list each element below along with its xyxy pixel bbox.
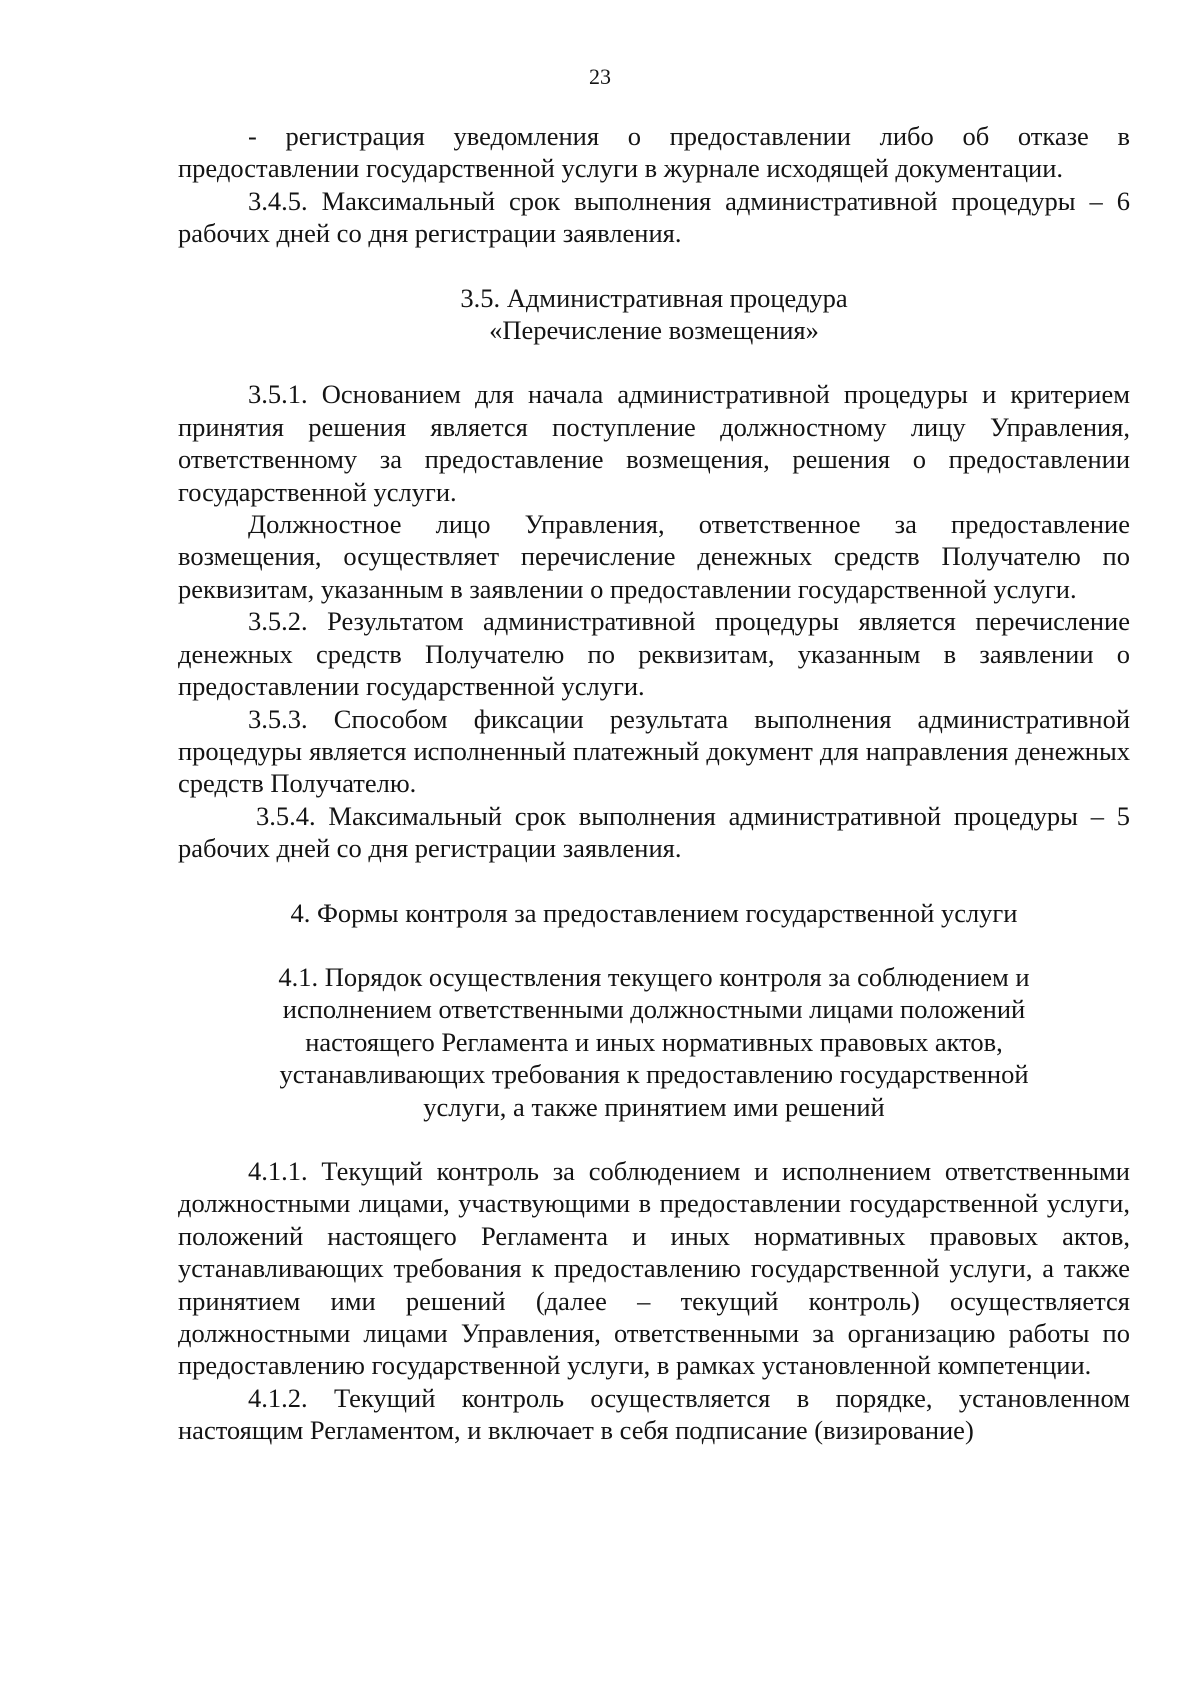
paragraph-4-1-1: 4.1.1. Текущий контроль за соблюдением и исполнением ответственными должностными лицами, участвующими в предоставлении государственной услуги, положений настоящего Регламента и иных нормативных правовых актов, устанавливающих требования к предоставлению государственной услуги, а также принятием ими решений (далее – текущий контроль) осуществляется должностными лицами Управления, ответственными за организацию работы по предоставлению государственной услуги, в рамках установленной компетенции. <box>178 1155 1130 1381</box>
paragraph-3-5-4: 3.5.4. Максимальный срок выполнения административной процедуры – 5 рабочих дней со дня регистрации заявления. <box>178 800 1130 864</box>
page-number: 23 <box>589 64 611 89</box>
paragraph-official-transfer: Должностное лицо Управления, ответственное за предоставление возмещения, осуществляет перечисление денежных средств Получателю по реквизитам, указанным в заявлении о предоставлении государственной услуги. <box>178 509 1130 604</box>
heading-line: «Перечисление возмещения» <box>489 315 819 346</box>
section-heading-3-5 <box>178 282 1130 347</box>
paragraph-3-4-5: 3.4.5. Максимальный срок выполнения административной процедуры – 6 рабочих дней со дня регистрации заявления. <box>178 185 1130 249</box>
paragraph-4-1-2: 4.1.2. Текущий контроль осуществляется в порядке, установленном настоящим Регламентом, и включает в себя подписание (визирование) <box>178 1382 1130 1446</box>
heading-line: 3.5. Административная процедура <box>460 282 848 313</box>
paragraph-3-5-2: 3.5.2. Результатом административной процедуры является перечисление денежных средств Получателю по реквизитам, указанным в заявлении о предоставлении государственной услуги. <box>178 606 1130 702</box>
heading-line: услуги, а также принятием ими решений <box>423 1091 885 1122</box>
section-heading-4 <box>178 897 1130 929</box>
heading-line: настоящего Регламента и иных нормативных правовых актов, <box>305 1026 1003 1057</box>
paragraph-registration-notice: - регистрация уведомления о предоставлении либо об отказе в предоставлении государственной услуги в журнале исходящей документации. <box>178 121 1130 184</box>
heading-line: 4.1. Порядок осуществления текущего контроля за соблюдением и <box>278 961 1030 992</box>
heading-line: 4. Формы контроля за предоставлением государственной услуги <box>290 897 1018 928</box>
document-body <box>178 120 1130 1447</box>
paragraph-3-5-3: 3.5.3. Способом фиксации результата выполнения административной процедуры является исполненный платежный документ для направления денежных средств Получателю. <box>178 703 1130 799</box>
heading-line: устанавливающих требования к предоставлению государственной <box>279 1059 1029 1090</box>
paragraph-3-5-1: 3.5.1. Основанием для начала административной процедуры и критерием принятия решения является поступление должностному лицу Управления, ответственному за предоставление возмещения, решения о предоставлении государственной услуги. <box>178 379 1130 507</box>
heading-line: исполнением ответственными должностными лицами положений <box>282 994 1026 1025</box>
section-heading-4-1 <box>178 961 1130 1123</box>
